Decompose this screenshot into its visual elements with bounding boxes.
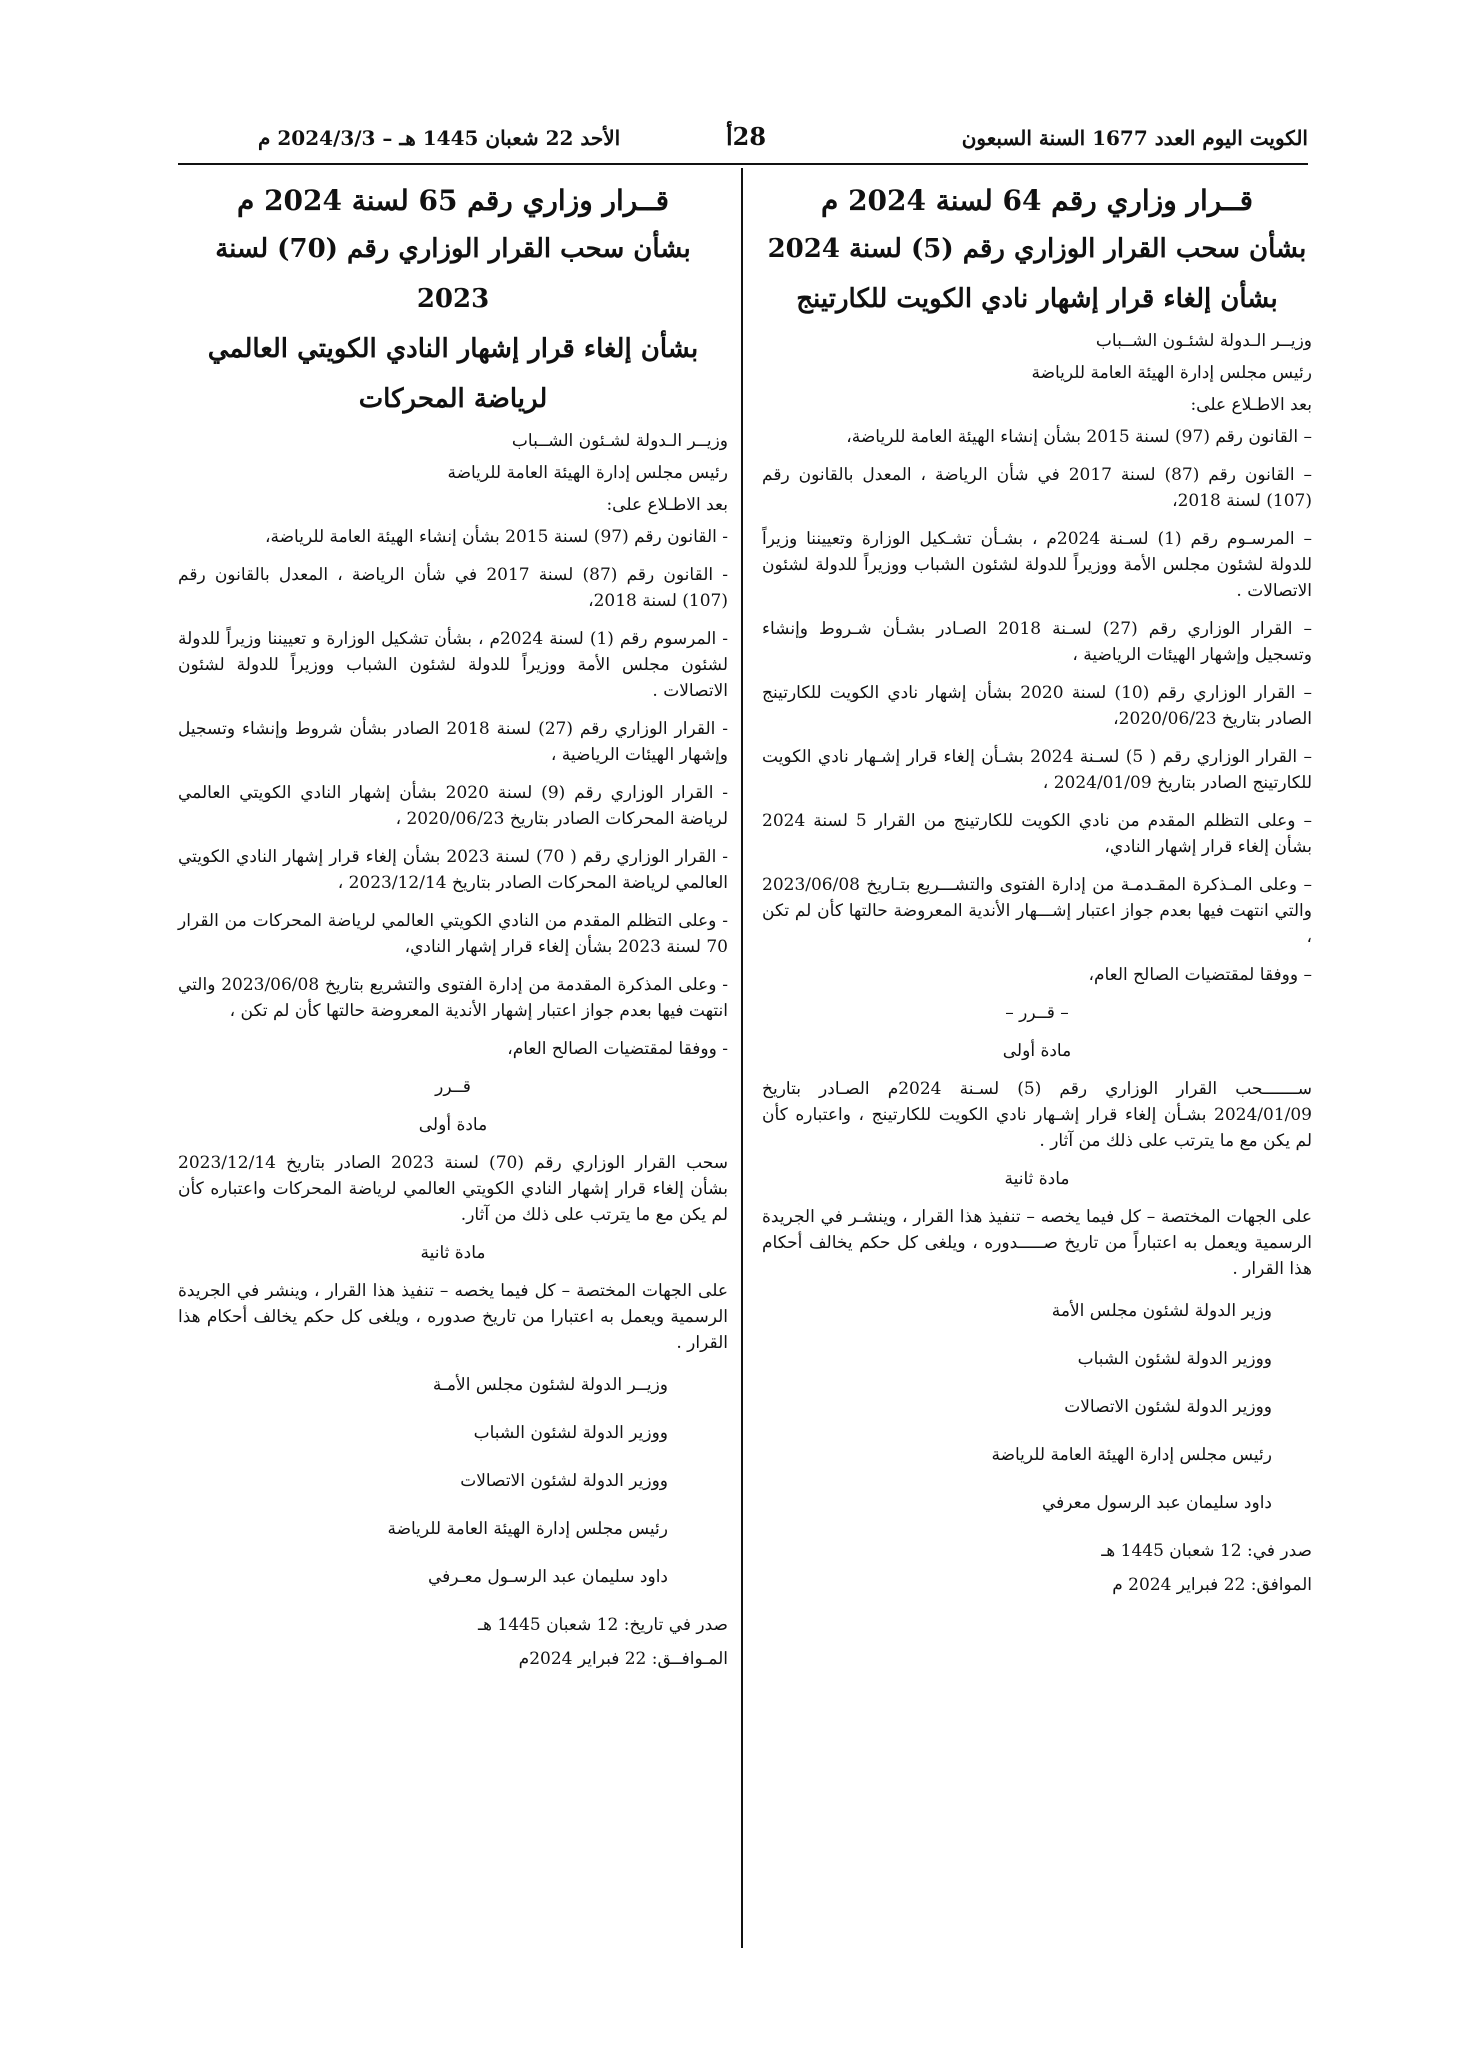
signature-line: رئيس مجلس إدارة الهيئة العامة للرياضة [387,1519,668,1539]
signature-line: ووزير الدولة لشئون الاتصالات [1064,1397,1272,1417]
signature-block [762,1298,1272,1516]
signature-block [178,1372,668,1590]
preamble-item: - المرسوم رقم (1) لسنة 2024م ، بشأن تشكيل الوزارة و تعييننا وزيراً للدولة لشئون مجلس الأمة ووزيراً للدولة لشئون الشباب ووزيراً للدولة لشئون الاتصالات . [178,629,729,701]
issue-date-block [178,1612,728,1672]
article-2-text: على الجهات المختصة – كل فيما يخصه – تنفيذ هذا القرار ، وينشر في الجريدة الرسمية ويعمل به اعتبارا من تاريخ صدوره ، ويلغى كل حكم يخالف أحكام هذا القرار . [178,1281,728,1353]
preamble-item: - ووفقا لمقتضيات الصالح العام، [507,1039,728,1059]
article-1-text: ســـــــحب القرار الوزاري رقم (5) لسـنة 2024م الصـادر بتاريخ 2024/01/09 بشـأن إلغاء قرار إشـهار نادي الكويت للكارتينج ، واعتباره كأن لم يكن مع ما يترتب على ذلك من آثار . [762,1079,1313,1151]
issue-date: الأحد 22 شعبان 1445 هـ – 2024/3/3 م [258,126,621,150]
decree-65-subtitle-2: بشأن إلغاء قرار إشهار النادي الكويتي العالمي [207,334,699,364]
preamble-item: – وعلى التظلم المقدم من نادي الكويت للكارتينج من القرار 5 لسنة 2024 بشأن إلغاء قرار إشهار النادي، [762,811,1312,857]
issue-date-block [762,1538,1312,1598]
preamble-item: – القرار الوزاري رقم (27) لسـنة 2018 الصـادر بشـأن شـروط وإنشاء وتسجيل وإشهار الهيئات الرياضية ، [762,619,1312,665]
preamble-item: – وعلى المـذكرة المقـدمـة من إدارة الفتوى والتشـــريع بتـاريخ 2023/06/08 والتي انتهت فيها بعدم جواز اعتبار إشـــهار الأندية المعروضة حالتها كأن لم تكن ، [762,875,1312,947]
issued-gregorian: المـوافــق: 22 فبراير 2024م [518,1649,728,1669]
article-2-heading: مادة ثانية [420,1243,486,1263]
preamble-item: - القرار الوزاري رقم (9) لسنة 2020 بشأن إشهار النادي الكويتي العالمي لرياضة المحركات الصادر بتاريخ 2020/06/23 ، [178,783,729,829]
decree-heading: – قــرر – [1005,1003,1069,1023]
signature-line: ووزير الدولة لشئون الاتصالات [460,1471,668,1491]
intro-chairman: رئيس مجلس إدارة الهيئة العامة للرياضة [1031,363,1312,383]
preamble-item: – المرسـوم رقم (1) لسـنة 2024م ، بشـأن تشـكيل الوزارة وتعييننا وزيراً للدولة لشئون مجلس الأمة ووزيراً للدولة لشئون الشباب ووزيراً للدولة لشئون الاتصالات . [762,529,1313,601]
article-2-heading: مادة ثانية [1004,1169,1070,1189]
article-1-heading: مادة أولى [418,1115,488,1135]
issued-hijri: صدر في تاريخ: 12 شعبان 1445 هـ [478,1615,728,1635]
signature-name: داود سليمان عبد الرسول معرفي [1041,1493,1272,1513]
preamble-item: – ووفقا لمقتضيات الصالح العام، [1088,965,1312,985]
preamble-item: – القانون رقم (87) لسنة 2017 في شأن الرياضة ، المعدل بالقانون رقم (107) لسنة 2018، [762,465,1312,511]
decree-65-column [178,178,728,1680]
intro-chairman: رئيس مجلس إدارة الهيئة العامة للرياضة [447,463,728,483]
signature-line: ووزير الدولة لشئون الشباب [1077,1349,1272,1369]
intro-minister: وزيــر الـدولة لشـئون الشــباب [511,431,728,451]
decree-65-subtitle-3: لرياضة المحركات [358,384,548,414]
signature-line: ووزير الدولة لشئون الشباب [473,1423,668,1443]
decree-64-subtitle-1: بشأن سحب القرار الوزاري رقم (5) لسنة 2024 [767,234,1307,264]
preamble-item: - وعلى المذكرة المقدمة من إدارة الفتوى والتشريع بتاريخ 2023/06/08 والتي انتهت فيها بعدم جواز اعتبار إشهار الأندية المعروضة حالتها كأن لم تكن ، [178,975,728,1021]
decree-64-subtitle-2: بشأن إلغاء قرار إشهار نادي الكويت للكارتينج [796,284,1278,314]
decree-64-title: قــرار وزاري رقم 64 لسنة 2024 م [820,184,1254,217]
preamble-item: – القرار الوزاري رقم (10) لسنة 2020 بشأن إشهار نادي الكويت للكارتينج الصادر بتاريخ 2020/06/23، [762,683,1313,729]
preamble-item: – القانون رقم (97) لسنة 2015 بشأن إنشاء الهيئة العامة للرياضة، [846,427,1312,447]
intro-reviewed: بعد الاطـلاع على: [1190,395,1312,415]
signature-line: رئيس مجلس إدارة الهيئة العامة للرياضة [991,1445,1272,1465]
preamble-item: - القرار الوزاري رقم (27) لسنة 2018 الصادر بشأن شروط وإنشاء وتسجيل وإشهار الهيئات الرياضية ، [178,719,729,765]
page-header [178,118,1308,158]
article-1-text: سحب القرار الوزاري رقم (70) لسنة 2023 الصادر بتاريخ 2023/12/14 بشأن إلغاء قرار إشهار النادي الكويتي العالمي لرياضة المحركات واعتباره كأن لم يكن مع ما يترتب على ذلك من آثار. [178,1153,728,1225]
preamble-item: - القانون رقم (97) لسنة 2015 بشأن إنشاء الهيئة العامة للرياضة، [265,527,728,547]
signature-line: وزير الدولة لشئون مجلس الأمة [1051,1301,1272,1321]
article-2-text: على الجهات المختصة – كل فيما يخصه – تنفيذ هذا القرار ، وينشـر في الجريدة الرسمية ويعمل به اعتباراً من تاريخ صـــــدوره ، ويلغى كل حكم يخالف أحكام هذا القرار . [762,1207,1312,1279]
decree-65-subtitle-1: بشأن سحب القرار الوزاري رقم (70) لسنة 2023 [215,234,691,314]
preamble-item: - القانون رقم (87) لسنة 2017 في شأن الرياضة ، المعدل بالقانون رقم (107) لسنة 2018، [178,565,728,611]
preamble-item: - وعلى التظلم المقدم من النادي الكويتي العالمي لرياضة المحركات من القرار 70 لسنة 2023 بشأن إلغاء قرار إشهار النادي، [178,911,728,957]
column-divider [741,168,743,1948]
issued-gregorian: الموافق: 22 فبراير 2024 م [1112,1575,1312,1595]
intro-reviewed: بعد الاطـلاع على: [606,495,728,515]
gazette-issue: الكويت اليوم العدد 1677 السنة السبعون [961,126,1308,150]
intro-minister: وزيــر الـدولة لشئـون الشــباب [1095,331,1312,351]
decree-heading: قــرر [435,1077,471,1097]
article-1-heading: مادة أولى [1002,1041,1072,1061]
decree-65-title: قــرار وزاري رقم 65 لسنة 2024 م [236,184,670,217]
preamble-item: – القرار الوزاري رقم ( 5) لسـنة 2024 بشـأن إلغاء قرار إشـهار نادي الكويت للكارتينج الصادر بتاريخ 2024/01/09 ، [762,747,1312,793]
page-number: 28أ [726,122,767,151]
decree-64-column [762,178,1312,1606]
signature-line: وزيــر الدولة لشئون مجلس الأمـة [432,1375,668,1395]
header-rule [178,163,1308,165]
preamble-item: - القرار الوزاري رقم ( 70) لسنة 2023 بشأن إلغاء قرار إشهار النادي الكويتي العالمي لرياضة المحركات الصادر بتاريخ 2023/12/14 ، [178,847,729,893]
signature-name: داود سليمان عبد الرسـول معـرفي [428,1567,668,1587]
issued-hijri: صدر في: 12 شعبان 1445 هـ [1101,1541,1312,1561]
